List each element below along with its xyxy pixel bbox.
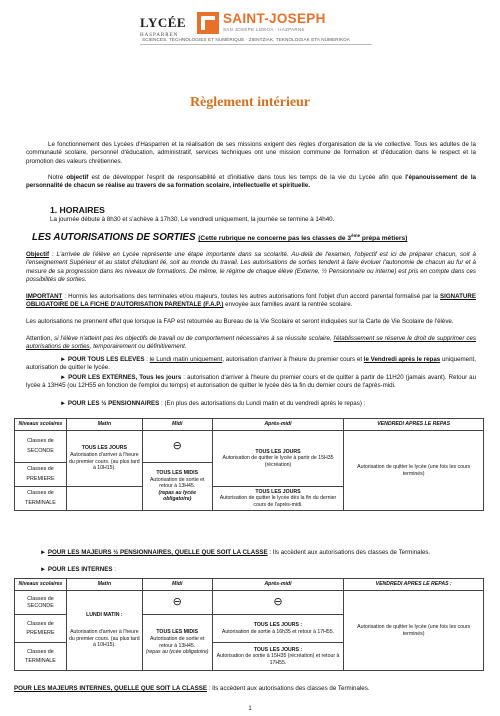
internes-majeurs-label: POUR LES MAJEURS INTERNES, QUELLE QUE SOIT LA CLASSE: [14, 685, 207, 692]
class-premiere: [15, 615, 67, 643]
header-niveaux: Niveaux scolaires: [15, 419, 67, 431]
am-tous-les-jours-1: TOUS LES JOURS: [255, 448, 301, 455]
demi-majeurs-label: POUR LES MAJEURS ½ PENSIONNAIRES, QUELLE QUE SOIT LA CLASSE: [47, 549, 268, 556]
class-name: PREMIERE: [26, 629, 55, 636]
table-header-row: [15, 419, 484, 431]
internes-heading: ► POUR LES INTERNES :: [40, 566, 116, 573]
attention-d: , temporairement ou définitivement.: [89, 343, 187, 351]
externes-label: POUR LES EXTERNES, Tous les jours: [68, 374, 182, 381]
forbidden-icon: ⊖: [142, 591, 212, 615]
internes-text: :: [112, 566, 116, 573]
matin-tous-les-jours: TOUS LES JOURS: [81, 445, 127, 452]
header-apres-midi: Après-midi: [212, 419, 344, 431]
autorisations-heading-text: LES AUTORISATIONS DE SORTIES: [32, 232, 196, 243]
important-text-b: envoyée aux familles avant la rentrée scolaire.: [223, 301, 353, 309]
class-terminale: [15, 487, 67, 511]
tous-text-a: :: [144, 356, 150, 363]
midi-note: (repas au lycée obligatoire): [145, 649, 209, 656]
header-apres-midi: Après-midi: [212, 579, 344, 591]
attention-b: si l'élève n'atteint pas les objectifs de travail ou de comportement nécessaires à sa réussite scolaire,: [54, 335, 334, 342]
class-name: TERMINALE: [25, 500, 56, 506]
class-terminale: [15, 643, 67, 671]
externes-paragraph: ► POUR LES EXTERNES, Tous les jours : autorisation d'arriver à l'heure du premier cours et de quitter à partir de 11H20 (jamais avant). Retour au lycée à 13H45 (ou 12H55 en fonction de l'emploi du temps) et autorisation de quitter le lycée dès la fin du dernier cours de l'après-midi.: [26, 374, 477, 390]
note-a: (Cette rubrique ne concerne pas les classes de 3: [198, 235, 352, 242]
apres-midi-cell-2: [212, 643, 344, 671]
attention-a: Attention,: [26, 335, 55, 342]
class-label: Classes de: [27, 490, 54, 497]
forbidden-icon: ⊖: [212, 591, 344, 615]
internes-table: [14, 578, 484, 671]
autorisations-note: [198, 232, 408, 242]
table-header-row: [15, 579, 484, 591]
class-name: TERMINALE: [25, 657, 56, 664]
matin-empty: [66, 487, 142, 511]
logo-square-icon: [197, 12, 219, 34]
class-name: SECONDE: [27, 602, 54, 609]
apres-midi-cell-1: [212, 615, 344, 643]
intro-p2-objectif: objectif: [66, 174, 89, 181]
internes-majeurs-line: [14, 685, 370, 693]
attention-paragraph: [26, 335, 476, 352]
attention-c: l'établissement se réserve le droit de supprimer ces autorisations de sorties: [26, 335, 476, 351]
tous-lundi: le Lundi matin uniquement: [149, 356, 223, 363]
apres-midi-cell-1: [212, 431, 344, 487]
am-tous-les-jours-1: TOUS LES JOURS :: [253, 621, 303, 628]
tous-vendredi: le Vendredi après le repas: [363, 356, 441, 363]
demi-label: POUR LES ½ PENSIONNAIRES: [67, 400, 160, 407]
class-label: Classes de: [27, 438, 54, 445]
objectif-paragraph: [26, 251, 476, 284]
matin-lundi: LUNDI MATIN :: [86, 612, 123, 619]
class-seconde: [15, 431, 67, 463]
logo-divider: [140, 44, 372, 45]
important-label: IMPORTANT: [26, 293, 63, 300]
class-seconde: [15, 591, 67, 615]
class-label: Classes de: [27, 466, 54, 473]
matin-cell: [66, 431, 142, 487]
intro-paragraph-2: [26, 174, 476, 191]
am-text-1: Autorisation de sortie à 16h35 et retour à 17H55.: [221, 628, 335, 635]
demi-pension-table: [14, 418, 484, 511]
midi-text: Autorisation de sortie et retour à 13H45.: [149, 635, 205, 649]
demi-heading: ► POUR LES ½ PENSIONNAIRES : (En plus des autorisations du Lundi matin et du vendredi après le repas) :: [60, 400, 366, 407]
school-logo: [140, 10, 380, 58]
midi-text: Autorisation de sortie et retour à 13H45.: [149, 476, 205, 490]
page-number: 1: [248, 706, 252, 712]
note-sup: ème: [351, 232, 361, 238]
demi-text: : (En plus des autorisations du Lundi matin et du vendredi après le repas) :: [159, 400, 366, 407]
class-label: Classes de: [27, 648, 54, 655]
class-name: PREMIERE: [26, 476, 55, 482]
section-heading-autorisations: [32, 232, 407, 243]
demi-majeurs-line: ► POUR LES MAJEURS ½ PENSIONNAIRES, QUELLE QUE SOIT LA CLASSE : Ils accèdent aux autorisations des classes de Terminales.: [40, 549, 431, 556]
am-text-2: Autorisation de quitter le lycée dès la fin du dernier cours de l'après-midi.: [219, 495, 337, 508]
demi-majeurs-text: : Ils accèdent aux autorisations des classes de Terminales.: [267, 549, 431, 556]
am-text-2: Autorisation de sortie à 15H35 (récréation) et retour à 17H55.: [216, 653, 340, 666]
matin-cell: [66, 591, 142, 671]
matin-text: Autorisation d'arriver à l'heure du premier cours. (au plus tard à 10H15).: [69, 451, 140, 472]
header-niveaux: Niveaux scolaires: [15, 579, 67, 591]
intro-p2-a: Notre: [48, 174, 67, 181]
vendredi-cell: Autorisation de quitter le lycée (une fois les cours terminés): [344, 431, 484, 511]
midi-note: (repas au lycée obligatoire): [158, 489, 196, 503]
intro-paragraph-1: Le fonctionnement des Lycées d'Hasparren et la réalisation de ses missions exigent des règles d'organisation de la vie collective. Tous les adultes de la communauté scolaire, personnel d'éducation, administratif, services techniques ont une mission commune de formation et d'éducation dans le respect et la promotion des valeurs chrétiennes.: [26, 141, 476, 165]
header-midi: Midi: [142, 579, 212, 591]
vendredi-cell: Autorisation de quitter le lycée (une fois les cours terminés): [344, 591, 484, 671]
internes-label: POUR LES INTERNES: [47, 566, 113, 573]
header-matin: Matin: [66, 579, 142, 591]
header-matin: Matin: [66, 419, 142, 431]
midi-cell: [142, 463, 212, 511]
logo-tagline: SCIENCES, TECHNOLOGIES ET NUMÉRIQUE · ZIENTZIAK, TEKNOLOGIAK ETA NUMERIKOA: [142, 37, 350, 42]
intro-p2-epanouissement: l'épanouissement de la personnalité de chacun se réalise au travers de sa formation scolaire, intellectuelle et spirituelle.: [26, 174, 476, 190]
class-label: Classes de: [27, 595, 54, 602]
forbidden-icon: ⊖: [142, 431, 212, 463]
header-midi: Midi: [142, 419, 212, 431]
page-title: Règlement intérieur: [189, 95, 311, 110]
section-heading-horaires: 1. HORAIRES: [50, 205, 105, 215]
apres-midi-cell-2: [212, 487, 344, 511]
tous-text-c: , autorisation d'arriver à l'heure du premier cours et: [222, 356, 364, 363]
table-row: [15, 591, 484, 615]
horaires-text: La journée débute à 8h30 et s'achève à 17h30. Le vendredi uniquement, la journée se termine à 14h40.: [50, 216, 335, 223]
intro-p2-c: est de développer l'esprit de responsabilité et d'initiative dans tous les temps de la vie du Lycée afin que: [88, 174, 406, 181]
midi-tous-les-midis: TOUS LES MIDIS: [156, 470, 199, 477]
externes-text: : autorisation d'arriver à l'heure du premier cours et de quitter à partir de 11H20 (jamais avant). Retour au lycée à 13H45 (ou 12H55 en fonction de l'emploi du temps) et autorisation de quitter le lycée dès la fin du dernier cours de l'après-midi.: [26, 374, 477, 390]
logo-hasparren-word: HASPARREN: [140, 33, 179, 38]
header-vendredi: VENDREDI APRES LE REPAS :: [344, 579, 484, 591]
tous-label: POUR TOUS LES ELEVES: [67, 356, 145, 363]
logo-subtitle: SAN JOSEPE LIZEOA · HAZPARNE: [223, 27, 305, 32]
fap-paragraph: Les autorisations ne prennent effet que lorsque la FAP est retournée au Bureau de la Vie Scolaire et seront indiquées sur la Carte de Vie Scolaire de l'élève.: [26, 318, 454, 325]
class-name: SECONDE: [27, 448, 54, 454]
header-vendredi: VENDREDI APRES LE REPAS: [344, 419, 484, 431]
am-tous-les-jours-2: TOUS LES JOURS: [255, 488, 301, 495]
important-paragraph: [26, 293, 476, 310]
important-fap: SIGNATURE OBLIGATOIRE DE LA FICHE D'AUTORISATION PARENTALE (F.A.P.): [26, 293, 476, 309]
tous-text-e: uniquement, autorisation de quitter le lycée.: [26, 356, 476, 372]
logo-lycee-word: LYCÉE: [140, 15, 187, 30]
objectif-label: Objectif: [26, 251, 50, 258]
am-tous-les-jours-2: TOUS LES JOURS :: [253, 646, 303, 653]
class-label: Classes de: [27, 620, 54, 627]
matin-text: Autorisation d'arriver à l'heure du premier cours. (au plus tard à 10H15).: [69, 628, 140, 649]
note-b: prépa métiers): [360, 235, 408, 242]
important-text-a: : Hormis les autorisations des terminales et/ou majeurs, toutes les autres autorisations font l'objet d'un accord parental formalisé par la: [62, 293, 441, 300]
internes-majeurs-text: : Ils accèdent aux autorisations des classes de Terminales.: [206, 685, 370, 692]
objectif-text: : L'arrivée de l'élève en Lycée représente une étape importante dans sa scolarité. Au-delà de l'examen, l'objectif est ici de préparer chacun, soit à l'enseignement Supérieur et au statut d'étudiant lié, soit au monde du travail. Les autorisations de sorties tendent à faire évoluer l'autonomie de chacun au fur et à mesure de sa progression dans les niveaux de formations. De même, le régime de chaque élève (Externe, ½ Pensionnaire ou interne) est pris en compte dans ces possibilités de sorties.: [26, 251, 476, 283]
logo-lycee-text: [140, 14, 196, 38]
table-row: [15, 431, 484, 463]
logo-saint-joseph: SAINT-JOSEPH: [223, 11, 326, 26]
class-premiere: [15, 463, 67, 487]
tous-paragraph: ► POUR TOUS LES ELEVES : le Lundi matin uniquement, autorisation d'arriver à l'heure du premier cours et le Vendredi après le repas uniquement, autorisation de quitter le lycée.: [26, 356, 476, 372]
midi-tous-les-midis: TOUS LES MIDIS: [156, 629, 199, 636]
midi-cell: [142, 615, 212, 671]
am-text-1: Autorisation de quitter le lycée à partir de 15H35 (récréation): [222, 455, 334, 468]
